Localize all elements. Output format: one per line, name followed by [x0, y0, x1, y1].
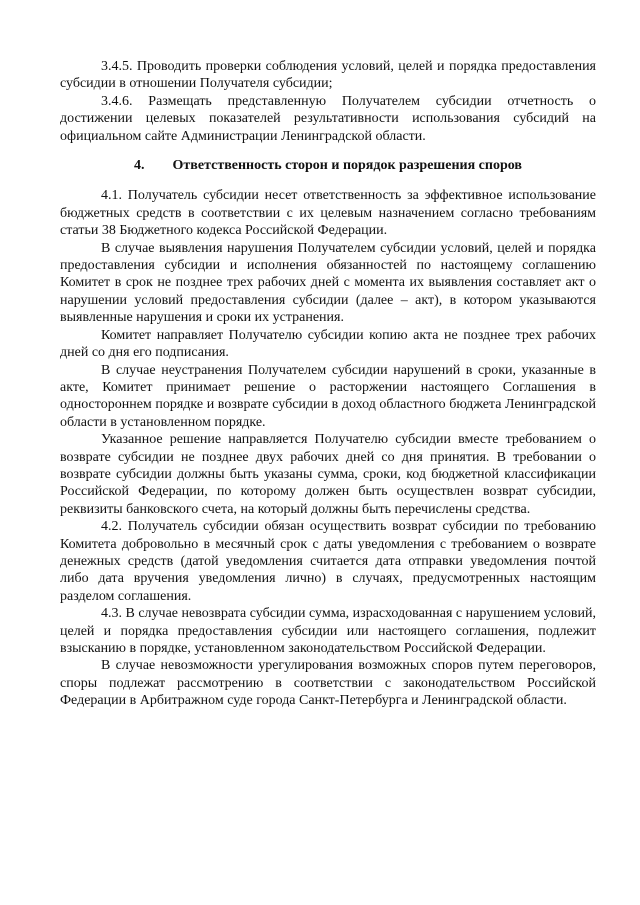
paragraph-disputes: В случае невозможности урегулирования возможных споров путем переговоров, споры подлежат рассмотрению в соответствии с законодательством Российской Федерации в Арбитражном суде города Санкт-Петербурга и Ленинградской области. — [60, 658, 596, 709]
section-number: 4. — [134, 158, 145, 174]
section-title: Ответственность сторон и порядок разрешения споров — [172, 158, 522, 174]
section-heading — [60, 157, 596, 174]
document-page — [60, 58, 596, 710]
paragraph-4-3: 4.3. В случае невозврата субсидии сумма, израсходованная с нарушением условий, целей и порядка предоставления субсидии или настоящего соглашения, подлежит взысканию в порядке, установленном законодательством Российской Федерации. — [60, 606, 596, 656]
paragraph-4-2: 4.2. Получатель субсидии обязан осуществить возврат субсидии по требованию Комитета добровольно в месячный срок с даты уведомления с требованием о возврате денежных средств (датой уведомления считается дата отправки уведомления почтой либо дата вручения уведомления лично) в случаях, предусмотренных настоящим разделом соглашения. — [60, 519, 596, 604]
paragraph-termination: В случае неустранения Получателем субсидии нарушений в сроки, указанные в акте, Комитет принимает решение о расторжении настоящего Соглашения в одностороннем порядке и возврате субсидии в доход областного бюджета Ленинградской области в установленном порядке. — [60, 362, 596, 430]
paragraph-3-4-5: 3.4.5. Проводить проверки соблюдения условий, целей и порядка предоставления субсидии в отношении Получателя субсидии; — [60, 59, 596, 92]
paragraph-3-4-6: 3.4.6. Размещать представленную Получателем субсидии отчетность о достижении целевых показателей результативности использования субсидий на официальном сайте Администрации Ленинградской области. — [60, 93, 596, 144]
paragraph-violation-act: В случае выявления нарушения Получателем субсидии условий, целей и порядка предоставления субсидии и исполнения обязанностей по настоящему соглашению Комитет в срок не позднее трех рабочих дней с момента их выявления составляет акт о нарушении условий предоставления субсидии (далее – акт), в котором указываются выявленные нарушения и сроки их устранения. — [60, 240, 596, 326]
paragraph-4-1: 4.1. Получатель субсидии несет ответственность за эффективное использование бюджетных средств в соответствии с их целевым назначением согласно требованиям статьи 38 Бюджетного кодекса Российской Федерации. — [60, 188, 596, 239]
paragraph-act-copy: Комитет направляет Получателю субсидии копию акта не позднее трех рабочих дней со дня его подписания. — [60, 327, 596, 361]
paragraph-demand: Указанное решение направляется Получателю субсидии вместе требованием о возврате субсидии не позднее двух рабочих дней со дня принятия. В требовании о возврате субсидии должны быть указаны сумма, сроки, код бюджетной классификации Российской Федерации, по которому должен быть осуществлен возврат субсидии, реквизиты банковского счета, на который должны быть перечислены средства. — [60, 432, 596, 517]
